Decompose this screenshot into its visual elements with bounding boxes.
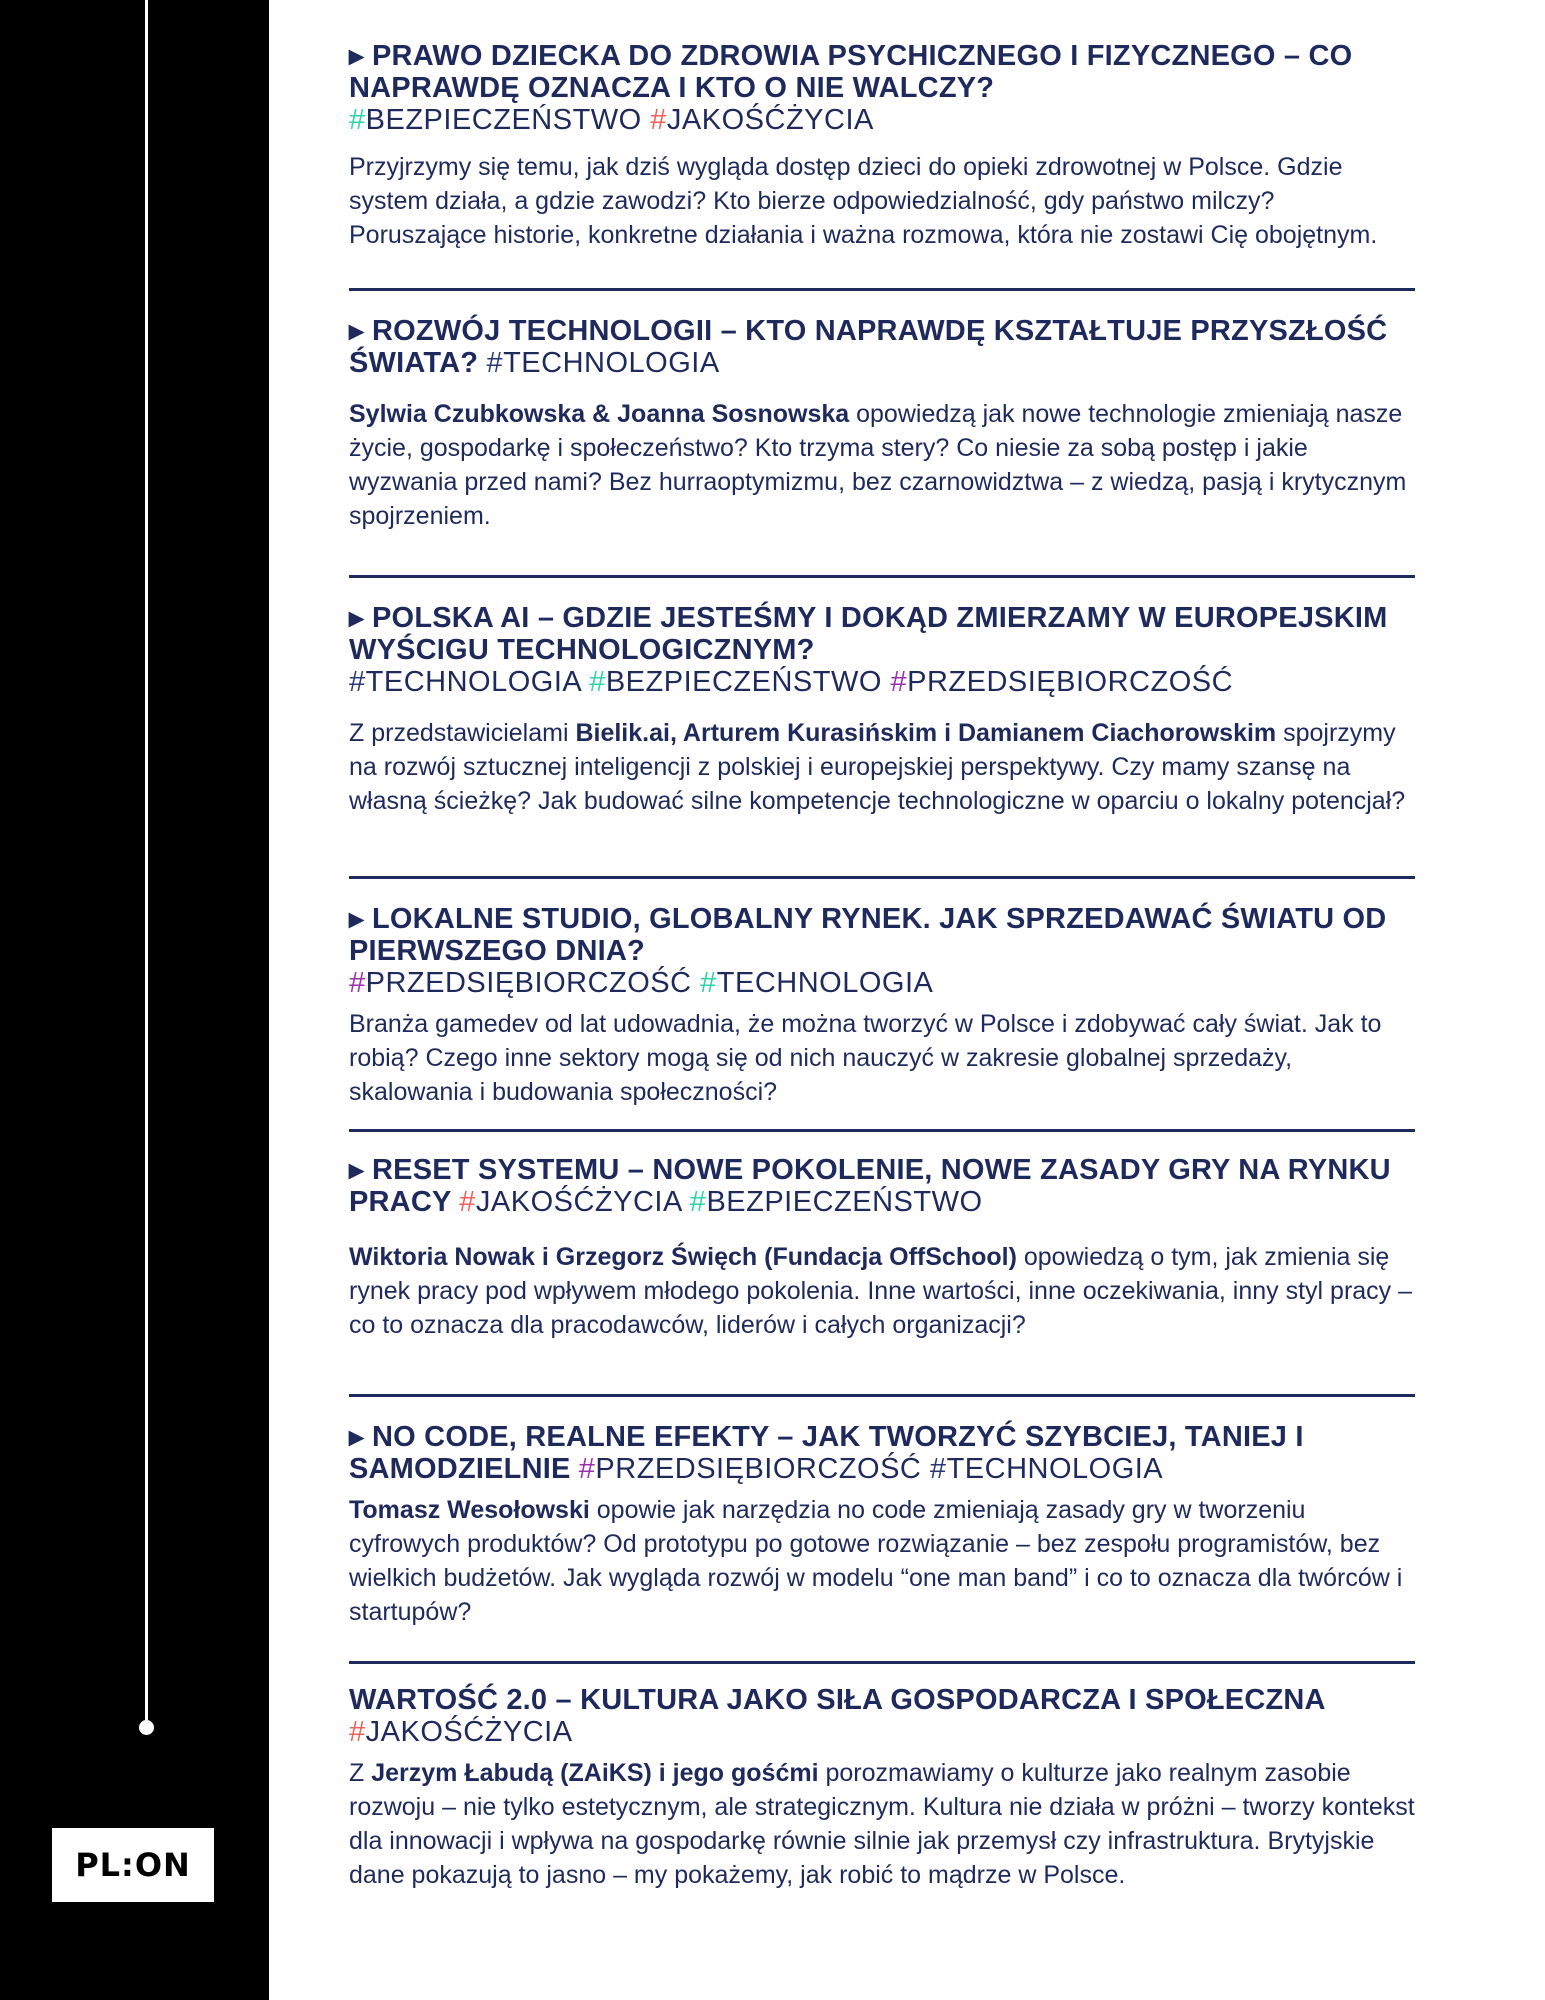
agenda-item-description: Sylwia Czubkowska & Joanna Sosnowska opowiedzą jak nowe technologie zmieniają nasze życie, gospodarkę i społeczeństwo? Kto trzyma stery? Co niesie za sobą postęp i jakie wyzwania przed nami? Bez hurraoptymizmu, bez czarnowidztwa – z wiedzą, pasją i krytycznym spojrzeniem. [349, 400, 1407, 530]
agenda-item-description: Z Jerzym Łabudą (ZAiKS) i jego gośćmi porozmawiamy o kulturze jako realnym zasobie rozwoju – nie tylko estetycznym, ale strategicznym. Kultura nie działa w próżni – tworzy kontekst dla innowacji i wpływa na gospodarkę równie silnie jak przemysł czy infrastruktura. Brytyjskie dane pokazują to jasno – my pokażemy, jak robić to mądrze w Polsce. [349, 1759, 1415, 1889]
hashtag-symbol: # [349, 104, 366, 136]
hashtag: PRZEDSIĘBIORCZOŚĆ [365, 967, 692, 999]
hashtags [349, 666, 1233, 698]
hashtags [349, 104, 874, 136]
agenda-item [349, 879, 1415, 1129]
hashtag-symbol: # [929, 1453, 947, 1485]
hashtag: JAKOŚĆŻYCIA [666, 104, 874, 136]
agenda-item-title: WARTOŚĆ 2.0 – KULTURA JAKO SIŁA GOSPODARCZA I SPOŁECZNA #JAKOŚĆŻYCIA [349, 1684, 1325, 1748]
agenda-item [349, 1397, 1415, 1661]
hashtag: TECHNOLOGIA [946, 1453, 1164, 1485]
speakers: Bielik.ai, Arturem Kurasińskim i Damianem Ciachorowskim [575, 719, 1277, 747]
agenda-item-title: ▸ PRAWO DZIECKA DO ZDROWIA PSYCHICZNEGO I FIZYCZNEGO – CO NAPRAWDĘ OZNACZA I KTO O NIE WALCZY? #BEZPIECZEŃSTWO #JAKOŚĆŻYCIA [349, 40, 1353, 136]
hashtag: JAKOŚĆŻYCIA [365, 1716, 573, 1748]
hashtag: BEZPIECZEŃSTWO [605, 666, 882, 698]
agenda-item-title: ▸ ROZWÓJ TECHNOLOGII – KTO NAPRAWDĘ KSZTAŁTUJE PRZYSZŁOŚĆ ŚWIATA? #TECHNOLOGIA [349, 315, 1388, 379]
hashtag-symbol: # [650, 104, 667, 136]
hashtag-symbol: # [486, 347, 504, 379]
agenda-content [349, 40, 1415, 1892]
agenda-item-description: Wiktoria Nowak i Grzegorz Święch (Fundacja OffSchool) opowiedzą o tym, jak zmienia się rynek pracy pod wpływem młodego pokolenia. Inne wartości, inne oczekiwania, inny styl pracy – co to oznacza dla pracodawców, liderów i całych organizacji? [349, 1243, 1413, 1339]
hashtag-symbol: # [689, 1186, 707, 1218]
agenda-item [349, 578, 1415, 876]
timeline-dot [139, 1720, 154, 1735]
agenda-item-description: Przyjrzymy się temu, jak dziś wygląda dostęp dzieci do opieki zdrowotnej w Polsce. Gdzie system działa, a gdzie zawodzi? Kto bierze odpowiedzialność, gdy państwo milczy? Poruszające historie, konkretne działania i ważna rozmowa, która nie zostawi Cię obojętnym. [349, 153, 1378, 249]
hashtag-symbol: # [589, 666, 606, 698]
agenda-item-description: Z przedstawicielami Bielik.ai, Arturem Kurasińskim i Damianem Ciachorowskim spojrzymy na rozwój sztucznej inteligencji z polskiej i europejskiej perspektywy. Czy mamy szansę na własną ścieżkę? Jak budować silne kompetencje technologiczne w oparciu o lokalny potencjał? [349, 719, 1406, 815]
agenda-item-description: Branża gamedev od lat udowadnia, że można tworzyć w Polsce i zdobywać cały świat. Jak to robią? Czego inne sektory mogą się od nich nauczyć w zakresie globalnej sprzedaży, skalowania i budowania społeczności? [349, 1010, 1382, 1106]
hashtag-symbol: # [349, 1716, 366, 1748]
agenda-item [349, 1132, 1415, 1394]
hashtag: PRZEDSIĘBIORCZOŚĆ [907, 666, 1234, 698]
agenda-item-title: ▸ LOKALNE STUDIO, GLOBALNY RYNEK. JAK SPRZEDAWAĆ ŚWIATU OD PIERWSZEGO DNIA? #PRZEDSIĘBIORCZOŚĆ #TECHNOLOGIA [349, 903, 1387, 999]
agenda-item [349, 291, 1415, 575]
hashtags [349, 1716, 573, 1748]
hashtag-symbol: # [349, 967, 366, 999]
hashtag-symbol: # [890, 666, 908, 698]
agenda-item-title: ▸ NO CODE, REALNE EFEKTY – JAK TWORZYĆ SZYBCIEJ, TANIEJ I SAMODZIELNIE #PRZEDSIĘBIORCZOŚĆ #TECHNOLOGIA [349, 1421, 1304, 1485]
timeline-line [145, 0, 148, 1720]
speakers: Tomasz Wesołowski [349, 1496, 590, 1524]
agenda-item-title: ▸ POLSKA AI – GDZIE JESTEŚMY I DOKĄD ZMIERZAMY W EUROPEJSKIM WYŚCIGU TECHNOLOGICZNYM? #TECHNOLOGIA #BEZPIECZEŃSTWO #PRZEDSIĘBIORCZOŚĆ [349, 602, 1388, 698]
hashtags [459, 1186, 982, 1218]
speakers: Wiktoria Nowak i Grzegorz Święch (Fundacja OffSchool) [349, 1243, 1017, 1271]
agenda-item-title: ▸ RESET SYSTEMU – NOWE POKOLENIE, NOWE ZASADY GRY NA RYNKU PRACY #JAKOŚĆŻYCIA #BEZPIECZEŃSTWO [349, 1154, 1391, 1218]
speakers: Jerzym Łabudą (ZAiKS) i jego gośćmi [371, 1759, 819, 1787]
hashtags [579, 1453, 1163, 1485]
hashtag: TECHNOLOGIA [716, 967, 934, 999]
speakers: Sylwia Czubkowska & Joanna Sosnowska [349, 400, 850, 428]
sidebar [0, 0, 269, 2000]
hashtags [486, 347, 719, 379]
hashtag-symbol: # [700, 967, 717, 999]
agenda-item [349, 40, 1415, 288]
agenda-item-description: Tomasz Wesołowski opowie jak narzędzia no code zmieniają zasady gry w tworzeniu cyfrowych produktów? Od prototypu po gotowe rozwiązanie – bez zespołu programistów, bez wielkich budżetów. Jak wygląda rozwój w modelu “one man band” i co to oznacza dla twórców i startupów? [349, 1496, 1403, 1626]
hashtag-symbol: # [578, 1453, 596, 1485]
hashtag: PRZEDSIĘBIORCZOŚĆ [595, 1453, 922, 1485]
hashtags [349, 967, 933, 999]
logo: PL:ON [52, 1828, 214, 1902]
hashtag: TECHNOLOGIA [365, 666, 581, 698]
hashtag: JAKOŚĆŻYCIA [475, 1186, 682, 1218]
hashtag-symbol: # [459, 1186, 476, 1218]
hashtag-symbol: # [349, 666, 366, 698]
hashtag: BEZPIECZEŃSTWO [365, 104, 642, 136]
agenda-item [349, 1664, 1415, 1892]
hashtag: TECHNOLOGIA [503, 347, 720, 379]
hashtag: BEZPIECZEŃSTWO [706, 1186, 983, 1218]
